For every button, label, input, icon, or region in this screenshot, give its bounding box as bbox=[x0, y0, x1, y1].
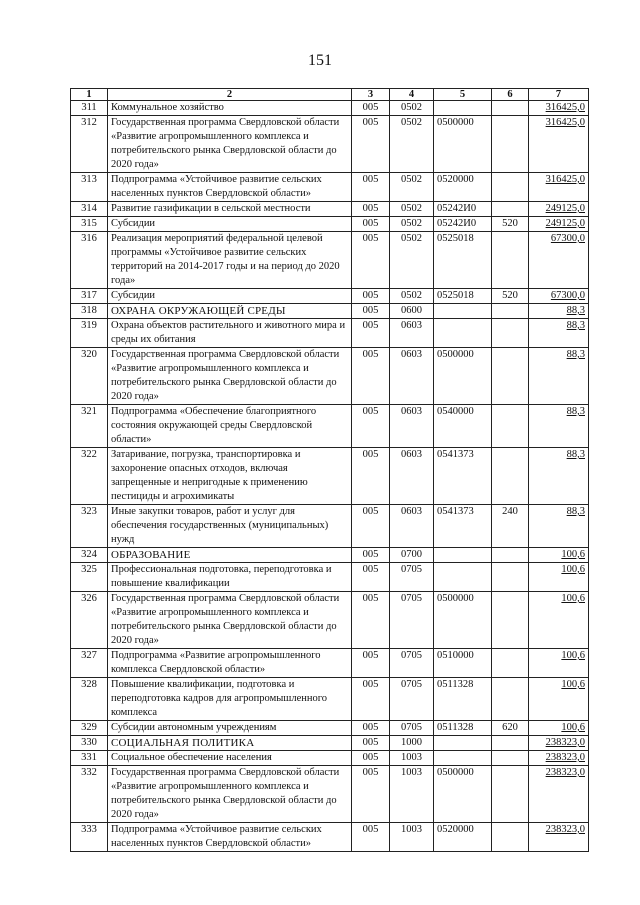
row-name: ОБРАЗОВАНИЕ bbox=[108, 548, 352, 563]
row-number: 332 bbox=[71, 766, 108, 823]
row-name: Подпрограмма «Обеспечение благоприятного состояния окружающей среды Свердловской области» bbox=[108, 405, 352, 448]
header-cell-1: 1 bbox=[71, 89, 108, 101]
row-name: Подпрограмма «Устойчивое развитие сельских населенных пунктов Свердловской области» bbox=[108, 173, 352, 202]
table-row bbox=[71, 232, 589, 289]
row-code-5: 0500000 bbox=[434, 116, 492, 173]
row-code-5: 0541373 bbox=[434, 448, 492, 505]
row-code-3: 005 bbox=[352, 505, 390, 548]
row-number: 313 bbox=[71, 173, 108, 202]
row-code-6 bbox=[492, 823, 529, 852]
table-row bbox=[71, 304, 589, 319]
row-value: 67300,0 bbox=[529, 232, 589, 289]
row-name: Субсидии bbox=[108, 217, 352, 232]
row-code-3: 005 bbox=[352, 649, 390, 678]
row-number: 317 bbox=[71, 289, 108, 304]
row-number: 315 bbox=[71, 217, 108, 232]
row-number: 311 bbox=[71, 101, 108, 116]
row-code-5: 0541373 bbox=[434, 505, 492, 548]
table-row bbox=[71, 505, 589, 548]
row-code-4: 0705 bbox=[390, 721, 434, 736]
row-name: Иные закупки товаров, работ и услуг для обеспечения государственных (муниципальных) нужд bbox=[108, 505, 352, 548]
row-code-6 bbox=[492, 736, 529, 751]
row-number: 333 bbox=[71, 823, 108, 852]
row-code-4: 0603 bbox=[390, 405, 434, 448]
row-value: 67300,0 bbox=[529, 289, 589, 304]
row-code-3: 005 bbox=[352, 563, 390, 592]
row-code-4: 0603 bbox=[390, 448, 434, 505]
row-code-5 bbox=[434, 548, 492, 563]
row-number: 312 bbox=[71, 116, 108, 173]
table-row bbox=[71, 101, 589, 116]
row-number: 322 bbox=[71, 448, 108, 505]
row-number: 321 bbox=[71, 405, 108, 448]
table-row bbox=[71, 448, 589, 505]
row-value: 88,3 bbox=[529, 405, 589, 448]
row-code-4: 1003 bbox=[390, 766, 434, 823]
table-row bbox=[71, 592, 589, 649]
row-number: 331 bbox=[71, 751, 108, 766]
row-name: Субсидии автономным учреждениям bbox=[108, 721, 352, 736]
row-code-5: 0510000 bbox=[434, 649, 492, 678]
row-name: Государственная программа Свердловской области «Развитие агропромышленного комплекса и потребительского рынка Свердловской области до 2020 года» bbox=[108, 348, 352, 405]
row-code-3: 005 bbox=[352, 405, 390, 448]
row-code-5 bbox=[434, 319, 492, 348]
row-number: 320 bbox=[71, 348, 108, 405]
table-row bbox=[71, 405, 589, 448]
row-code-3: 005 bbox=[352, 736, 390, 751]
row-code-3: 005 bbox=[352, 173, 390, 202]
budget-table bbox=[70, 88, 589, 852]
header-cell-2: 2 bbox=[108, 89, 352, 101]
row-code-5: 0525018 bbox=[434, 289, 492, 304]
row-code-5 bbox=[434, 304, 492, 319]
row-code-3: 005 bbox=[352, 232, 390, 289]
row-value: 238323,0 bbox=[529, 823, 589, 852]
row-code-6: 520 bbox=[492, 289, 529, 304]
table-row bbox=[71, 563, 589, 592]
row-value: 249125,0 bbox=[529, 217, 589, 232]
row-code-6 bbox=[492, 405, 529, 448]
row-code-6 bbox=[492, 116, 529, 173]
table-row bbox=[71, 116, 589, 173]
row-code-4: 0603 bbox=[390, 319, 434, 348]
row-name: Подпрограмма «Развитие агропромышленного комплекса Свердловской области» bbox=[108, 649, 352, 678]
row-name: Повышение квалификации, подготовка и переподготовка кадров для агропромышленного комплекса bbox=[108, 678, 352, 721]
row-value: 100,6 bbox=[529, 678, 589, 721]
row-name: Реализация мероприятий федеральной целевой программы «Устойчивое развитие сельских территорий на 2014-2017 годы и на период до 2020 года» bbox=[108, 232, 352, 289]
row-code-3: 005 bbox=[352, 101, 390, 116]
row-number: 318 bbox=[71, 304, 108, 319]
row-code-5: 0500000 bbox=[434, 766, 492, 823]
row-name: Субсидии bbox=[108, 289, 352, 304]
row-name: Профессиональная подготовка, переподготовка и повышение квалификации bbox=[108, 563, 352, 592]
row-code-6 bbox=[492, 548, 529, 563]
table-row bbox=[71, 173, 589, 202]
row-code-4: 0705 bbox=[390, 592, 434, 649]
row-value: 238323,0 bbox=[529, 766, 589, 823]
row-code-6 bbox=[492, 649, 529, 678]
row-code-4: 0502 bbox=[390, 289, 434, 304]
row-code-6 bbox=[492, 173, 529, 202]
row-code-5 bbox=[434, 736, 492, 751]
header-row bbox=[71, 89, 589, 101]
row-code-5 bbox=[434, 563, 492, 592]
row-name: Затаривание, погрузка, транспортировка и захоронение опасных отходов, включая запрещенные и непригодные к применению пестициды и агрохимикаты bbox=[108, 448, 352, 505]
row-code-5: 0520000 bbox=[434, 823, 492, 852]
row-value: 100,6 bbox=[529, 548, 589, 563]
row-code-3: 005 bbox=[352, 116, 390, 173]
row-value: 88,3 bbox=[529, 304, 589, 319]
table-row bbox=[71, 678, 589, 721]
header-cell-5: 5 bbox=[434, 89, 492, 101]
row-code-6 bbox=[492, 202, 529, 217]
row-code-3: 005 bbox=[352, 751, 390, 766]
row-code-6: 520 bbox=[492, 217, 529, 232]
table-row bbox=[71, 202, 589, 217]
row-code-3: 005 bbox=[352, 217, 390, 232]
row-code-5: 0500000 bbox=[434, 592, 492, 649]
page-number: 151 bbox=[308, 52, 332, 69]
row-code-6 bbox=[492, 448, 529, 505]
row-code-5: 0520000 bbox=[434, 173, 492, 202]
row-code-4: 0502 bbox=[390, 217, 434, 232]
table-row bbox=[71, 348, 589, 405]
row-code-4: 0603 bbox=[390, 348, 434, 405]
row-code-4: 0705 bbox=[390, 649, 434, 678]
row-number: 327 bbox=[71, 649, 108, 678]
row-code-6 bbox=[492, 751, 529, 766]
row-name: Государственная программа Свердловской области «Развитие агропромышленного комплекса и потребительского рынка Свердловской области до 2020 года» bbox=[108, 766, 352, 823]
row-code-5: 05242И0 bbox=[434, 217, 492, 232]
row-code-3: 005 bbox=[352, 448, 390, 505]
row-number: 324 bbox=[71, 548, 108, 563]
row-code-5 bbox=[434, 101, 492, 116]
row-value: 249125,0 bbox=[529, 202, 589, 217]
table-row bbox=[71, 736, 589, 751]
row-value: 100,6 bbox=[529, 592, 589, 649]
row-value: 88,3 bbox=[529, 505, 589, 548]
row-code-3: 005 bbox=[352, 202, 390, 217]
row-number: 319 bbox=[71, 319, 108, 348]
row-number: 328 bbox=[71, 678, 108, 721]
row-value: 100,6 bbox=[529, 721, 589, 736]
row-value: 316425,0 bbox=[529, 116, 589, 173]
row-code-6 bbox=[492, 563, 529, 592]
table-row bbox=[71, 217, 589, 232]
table-row bbox=[71, 766, 589, 823]
row-code-6 bbox=[492, 766, 529, 823]
row-code-5: 0511328 bbox=[434, 721, 492, 736]
row-code-6: 620 bbox=[492, 721, 529, 736]
row-name: Социальное обеспечение населения bbox=[108, 751, 352, 766]
row-code-6 bbox=[492, 678, 529, 721]
table-row bbox=[71, 751, 589, 766]
row-number: 326 bbox=[71, 592, 108, 649]
row-code-3: 005 bbox=[352, 304, 390, 319]
row-code-4: 1003 bbox=[390, 751, 434, 766]
row-code-6 bbox=[492, 319, 529, 348]
row-code-4: 0502 bbox=[390, 101, 434, 116]
row-code-4: 0502 bbox=[390, 116, 434, 173]
row-code-3: 005 bbox=[352, 678, 390, 721]
row-number: 314 bbox=[71, 202, 108, 217]
row-value: 316425,0 bbox=[529, 173, 589, 202]
row-value: 88,3 bbox=[529, 448, 589, 505]
row-value: 100,6 bbox=[529, 563, 589, 592]
row-code-3: 005 bbox=[352, 319, 390, 348]
row-code-4: 0502 bbox=[390, 232, 434, 289]
row-value: 316425,0 bbox=[529, 101, 589, 116]
row-code-3: 005 bbox=[352, 592, 390, 649]
row-code-4: 0502 bbox=[390, 173, 434, 202]
row-code-4: 1003 bbox=[390, 823, 434, 852]
table-row bbox=[71, 823, 589, 852]
row-code-5: 0511328 bbox=[434, 678, 492, 721]
row-name: ОХРАНА ОКРУЖАЮЩЕЙ СРЕДЫ bbox=[108, 304, 352, 319]
row-number: 330 bbox=[71, 736, 108, 751]
row-code-6 bbox=[492, 304, 529, 319]
row-value: 88,3 bbox=[529, 348, 589, 405]
row-code-4: 0502 bbox=[390, 202, 434, 217]
row-code-6 bbox=[492, 232, 529, 289]
row-code-5 bbox=[434, 751, 492, 766]
row-value: 238323,0 bbox=[529, 736, 589, 751]
table-row bbox=[71, 319, 589, 348]
row-name: СОЦИАЛЬНАЯ ПОЛИТИКА bbox=[108, 736, 352, 751]
header-cell-7: 7 bbox=[529, 89, 589, 101]
row-code-3: 005 bbox=[352, 548, 390, 563]
header-cell-6: 6 bbox=[492, 89, 529, 101]
row-code-4: 0603 bbox=[390, 505, 434, 548]
row-code-6: 240 bbox=[492, 505, 529, 548]
row-name: Подпрограмма «Устойчивое развитие сельских населенных пунктов Свердловской области» bbox=[108, 823, 352, 852]
row-code-5: 0525018 bbox=[434, 232, 492, 289]
table-row bbox=[71, 289, 589, 304]
row-number: 329 bbox=[71, 721, 108, 736]
table-header bbox=[71, 89, 589, 101]
row-code-3: 005 bbox=[352, 823, 390, 852]
row-code-3: 005 bbox=[352, 289, 390, 304]
row-name: Развитие газификации в сельской местности bbox=[108, 202, 352, 217]
row-name: Государственная программа Свердловской области «Развитие агропромышленного комплекса и потребительского рынка Свердловской области до 2020 года» bbox=[108, 592, 352, 649]
table-row bbox=[71, 721, 589, 736]
row-code-3: 005 bbox=[352, 721, 390, 736]
table-row bbox=[71, 548, 589, 563]
row-name: Коммунальное хозяйство bbox=[108, 101, 352, 116]
row-name: Охрана объектов растительного и животного мира и среды их обитания bbox=[108, 319, 352, 348]
row-code-4: 1000 bbox=[390, 736, 434, 751]
header-cell-4: 4 bbox=[390, 89, 434, 101]
row-code-6 bbox=[492, 101, 529, 116]
row-code-5: 0500000 bbox=[434, 348, 492, 405]
row-code-6 bbox=[492, 592, 529, 649]
row-value: 100,6 bbox=[529, 649, 589, 678]
row-code-3: 005 bbox=[352, 766, 390, 823]
table-body bbox=[71, 101, 589, 852]
row-code-4: 0700 bbox=[390, 548, 434, 563]
row-code-4: 0600 bbox=[390, 304, 434, 319]
row-value: 88,3 bbox=[529, 319, 589, 348]
row-code-4: 0705 bbox=[390, 563, 434, 592]
row-code-6 bbox=[492, 348, 529, 405]
row-number: 325 bbox=[71, 563, 108, 592]
row-code-5: 05242И0 bbox=[434, 202, 492, 217]
row-code-5: 0540000 bbox=[434, 405, 492, 448]
row-number: 316 bbox=[71, 232, 108, 289]
row-name: Государственная программа Свердловской области «Развитие агропромышленного комплекса и потребительского рынка Свердловской области до 2020 года» bbox=[108, 116, 352, 173]
row-value: 238323,0 bbox=[529, 751, 589, 766]
header-cell-3: 3 bbox=[352, 89, 390, 101]
row-number: 323 bbox=[71, 505, 108, 548]
row-code-3: 005 bbox=[352, 348, 390, 405]
row-code-4: 0705 bbox=[390, 678, 434, 721]
table-row bbox=[71, 649, 589, 678]
